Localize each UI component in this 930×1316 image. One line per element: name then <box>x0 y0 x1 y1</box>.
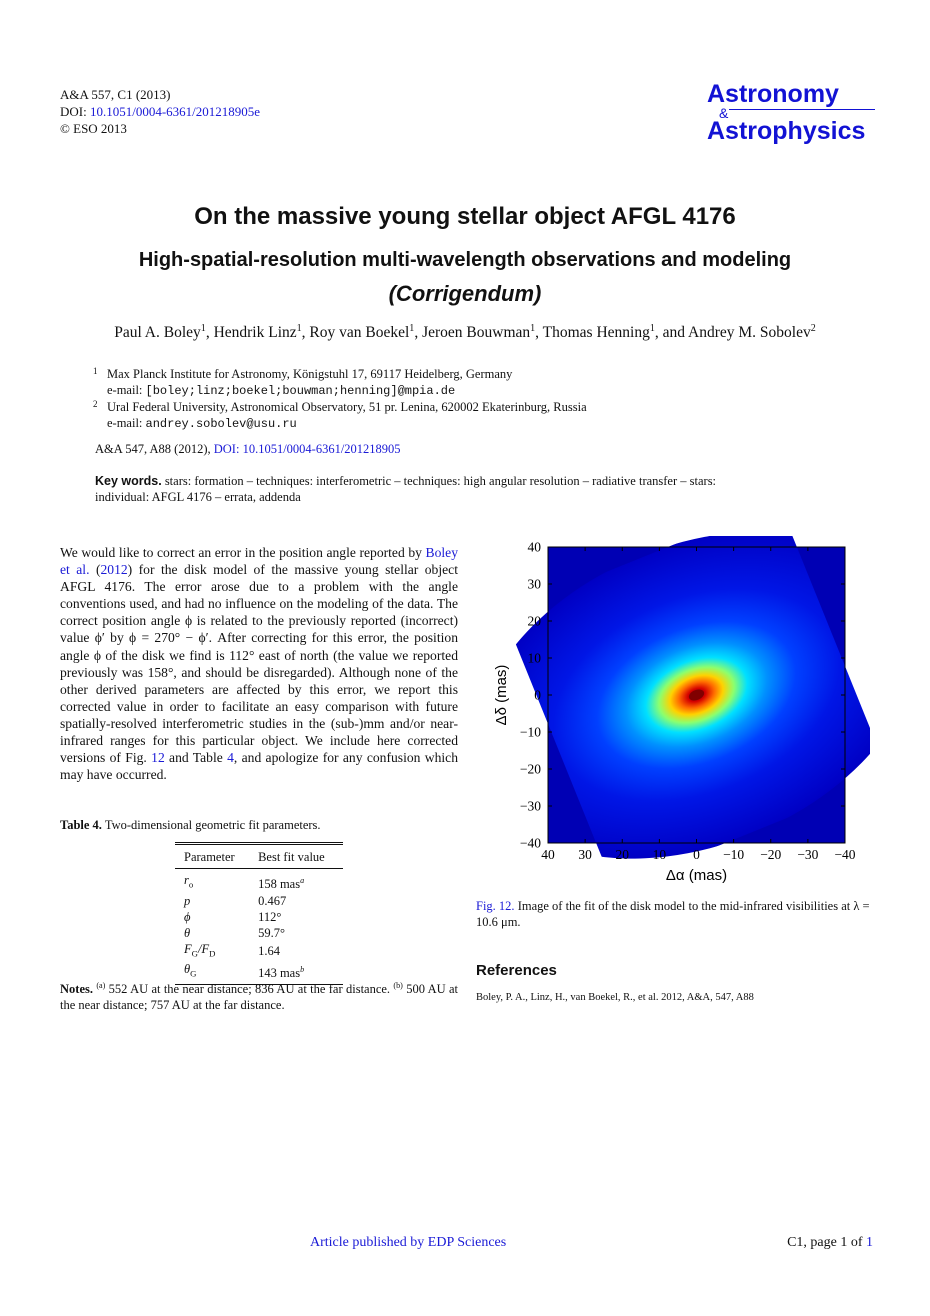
table-row <box>175 909 343 925</box>
affiliation-1 <box>93 366 793 399</box>
value-cell: 1.64 <box>258 943 280 958</box>
corrigendum-label: (Corrigendum) <box>388 281 542 306</box>
parameter-cell: θ <box>184 925 191 940</box>
parameter-cell: ϕ <box>184 909 191 924</box>
citation-link[interactable]: Boley et al. <box>60 545 458 578</box>
journal-logo <box>707 80 882 144</box>
affiliation-number: 2 <box>93 399 98 409</box>
citation-year-link[interactable]: 2012 <box>100 562 128 578</box>
publisher-link[interactable]: Article published by EDP Sciences <box>310 1235 507 1250</box>
author-affiliation-mark: 1 <box>200 323 206 334</box>
page-number: C1, page 1 of 1 <box>787 1235 873 1250</box>
y-tick-label: 30 <box>527 576 541 592</box>
x-tick-label: 0 <box>693 847 700 862</box>
y-tick-label: −10 <box>519 724 541 740</box>
parameter-cell: $\theta_G$ <box>184 962 197 979</box>
parameter-cell: $F_G/F_D$ <box>184 941 216 958</box>
author-affiliation-mark: 2 <box>810 323 816 334</box>
original-doi-link[interactable]: DOI: 10.1051/0004-6361/201218905 <box>213 442 401 456</box>
parameter-cell: $r_o$ <box>184 873 194 890</box>
affiliation-2 <box>93 399 793 432</box>
table-ref-link[interactable]: 4 <box>227 750 234 766</box>
affiliation-number: 1 <box>93 366 98 376</box>
author-name: Thomas Henning <box>542 324 650 342</box>
table-row <box>175 893 343 909</box>
author-list: Paul A. Boley$^1$, Hendrik Linz$^1$, Roy van Boekel$^1$, Jeroen Bouwman$^1$, Thomas Henning$^1$, and Andrey M. Sobolev$^2$ <box>114 323 816 342</box>
author-affiliation-mark: 1 <box>409 323 415 334</box>
disk-model-heatmap <box>490 536 870 886</box>
citation: A&A 557, C1 (2013) <box>60 87 171 102</box>
affiliation-email: e-mail: andrey.sobolev@usu.ru <box>107 416 297 431</box>
author-affiliation-mark: 1 <box>649 323 655 334</box>
figure-label-link[interactable]: Fig. 12. <box>476 899 515 913</box>
copyright: © ESO 2013 <box>60 121 127 136</box>
keywords-label: Key words. <box>95 474 162 488</box>
y-tick-label: −30 <box>519 798 541 814</box>
original-article-reference: A&A 547, A88 (2012), DOI: 10.1051/0004-6361/201218905 <box>95 442 401 456</box>
table-caption: Table 4. Two-dimensional geometric fit parameters. <box>60 818 321 832</box>
x-tick-label: 30 <box>578 847 592 862</box>
y-tick-label: 10 <box>527 650 541 666</box>
table-row <box>175 869 343 893</box>
x-tick-label: 40 <box>541 847 555 862</box>
value-cell: 112° <box>258 909 282 924</box>
y-tick-label: −40 <box>519 835 541 851</box>
keywords <box>95 473 765 505</box>
doi-line: DOI: 10.1051/0004-6361/201218905e <box>60 104 261 119</box>
value-cell: 158 mas$^a$ <box>258 875 305 891</box>
article-header <box>60 86 260 137</box>
author-name: Andrey M. Sobolev <box>688 324 811 342</box>
value-cell: 143 mas$^b$ <box>258 964 305 980</box>
y-tick-label: −20 <box>519 761 541 777</box>
paper-title: On the massive young stellar object AFGL 4176 <box>194 203 736 230</box>
references-heading: References <box>476 962 557 979</box>
parameter-cell: p <box>184 893 191 908</box>
figure-caption: Fig. 12. Image of the fit of the disk model to the mid-infrared visibilities at λ = 10.6 μm. <box>476 899 870 929</box>
y-tick-label: 40 <box>527 539 541 555</box>
author-affiliation-mark: 1 <box>296 323 302 334</box>
affiliations <box>93 366 793 432</box>
logo-rule <box>729 109 875 110</box>
table-header: Parameter <box>175 845 249 869</box>
value-cell: 0.467 <box>258 893 287 908</box>
doi-link[interactable]: 10.1051/0004-6361/201218905e <box>89 104 261 119</box>
last-page-link[interactable]: 1 <box>866 1235 873 1250</box>
x-tick-label: 20 <box>615 847 629 862</box>
y-tick-label: 20 <box>527 613 541 629</box>
table-notes: Notes. $^{(a)}$ 552 AU at the near distance; 836 AU at the far distance. $^{(b)}$ 500 AU at the near distance; 757 AU at the far distance. <box>60 981 459 1012</box>
parameter-table <box>175 842 343 985</box>
x-tick-label: −10 <box>723 847 745 862</box>
table-header: Best fit value <box>249 845 343 869</box>
table-row <box>175 925 343 941</box>
keywords-text: stars: formation – techniques: interferometric – techniques: high angular resolution – radiative transfer – stars: individual: AFGL 4176 – errata, addenda <box>95 474 717 504</box>
body-paragraph: We would like to correct an error in the position angle reported by Boley et al. (2012) for the disk model of the massive young stellar object AFGL 4176. The error arose due to a problem with the angle conventions used, and had no influence on the modeling of the data. The correct position angle ϕ is related to the previously reported (incorrect) value ϕ′ by ϕ = 270° − ϕ′. After correcting for this error, the position angle ϕ of the disk we find is 112° east of north (the value we reported previously was 158°, and should be disregarded). Although none of the other derived parameters are affected by this error, we report this corrected value in order to facilitate an easy comparison with future spatially-resolved interferometric studies in the (sub-)mm and/or near-infrared ranges for this particular object. We include here corrected versions of Fig. 12 and Table 4, and apologize for any confusion which may have occurred. <box>60 545 459 783</box>
paper-subtitle: High-spatial-resolution multi-wavelength observations and modeling <box>138 249 792 271</box>
author-affiliation-mark: 1 <box>530 323 536 334</box>
x-tick-label: −20 <box>760 847 782 862</box>
logo-astrophysics: Astrophysics <box>707 117 866 145</box>
logo-amp: & <box>719 105 729 121</box>
figure-ref-link[interactable]: 12 <box>151 750 165 766</box>
author-name: Hendrik Linz <box>213 324 297 342</box>
x-tick-label: −40 <box>834 847 856 862</box>
affiliation-text: Max Planck Institute for Astronomy, Königstuhl 17, 69117 Heidelberg, Germany <box>107 367 513 381</box>
x-tick-label: −30 <box>797 847 819 862</box>
y-tick-label: 0 <box>534 687 541 703</box>
author-name: Jeroen Bouwman <box>422 324 531 342</box>
author-name: Roy van Boekel <box>309 324 410 342</box>
table-row <box>175 941 343 962</box>
x-axis-label: Δα (mas) <box>665 867 728 884</box>
logo-astronomy: Astronomy <box>707 80 839 108</box>
y-axis-label: Δδ (mas) <box>493 664 510 726</box>
x-tick-label: 10 <box>652 847 667 862</box>
value-cell: 59.7° <box>258 925 285 940</box>
affiliation-text: Ural Federal University, Astronomical Observatory, 51 pr. Lenina, 620002 Ekaterinburg, Russia <box>107 400 587 414</box>
affiliation-email: e-mail: [boley;linz;boekel;bouwman;henning]@mpia.de <box>107 383 456 398</box>
reference-item: Boley, P. A., Linz, H., van Boekel, R., et al. 2012, A&A, 547, A88 <box>476 992 754 1003</box>
author-name: Paul A. Boley <box>114 324 201 342</box>
